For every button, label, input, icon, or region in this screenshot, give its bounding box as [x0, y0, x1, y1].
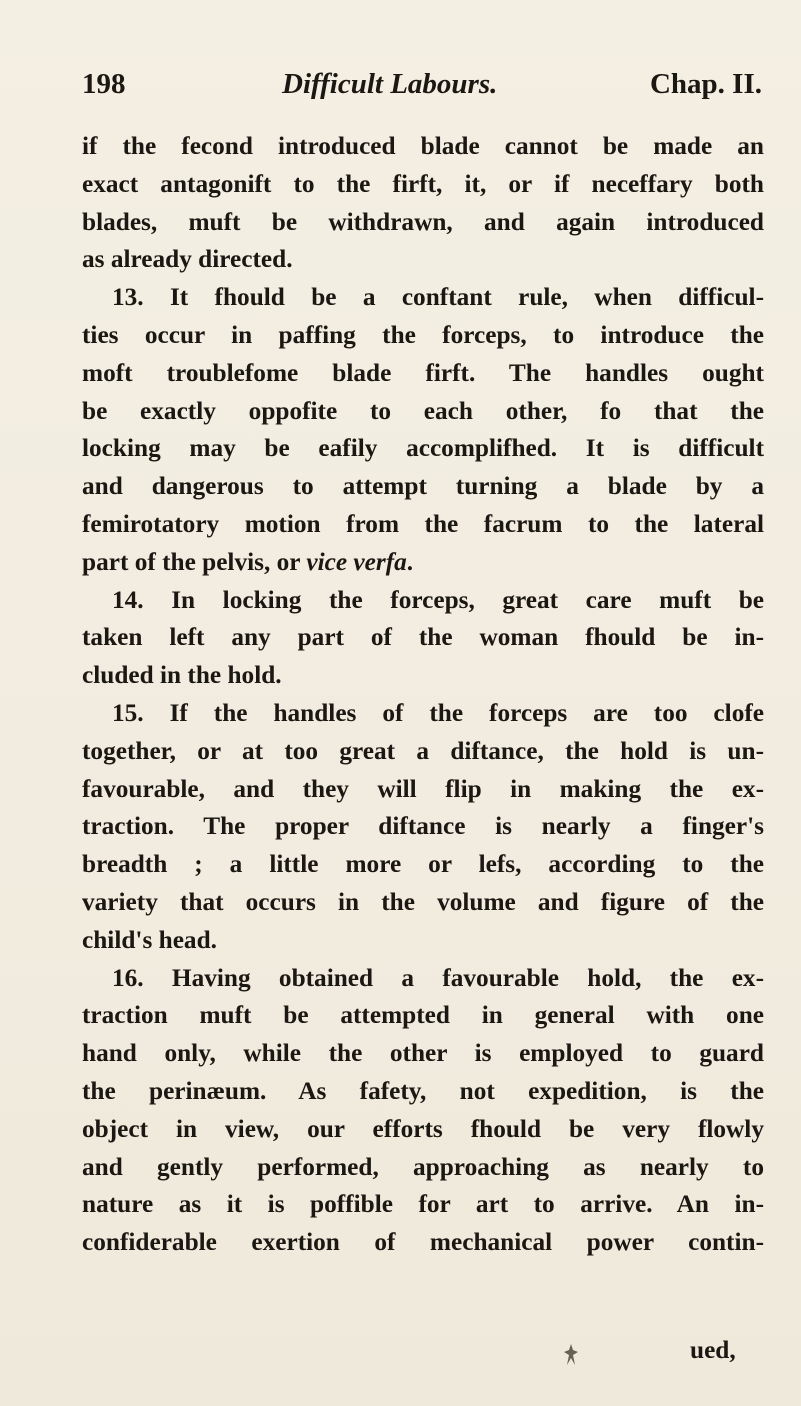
text-line: child's head. [82, 925, 217, 954]
text-line: 13. It fhould be a conftant rule, when difficul- [112, 283, 764, 312]
catchword: ued, [690, 1336, 736, 1364]
running-header [82, 68, 762, 114]
printers-ornament-icon [563, 1343, 579, 1367]
text-line: and dangerous to attempt turning a blade by a [82, 472, 764, 501]
page-number: 198 [82, 68, 126, 100]
text-line: ties occur in paffing the forceps, to introduce the [82, 320, 764, 349]
chapter-label: Chap. II. [649, 68, 762, 100]
text-line: object in view, our efforts fhould be very flowly [82, 1114, 764, 1143]
text-line: exact antagonift to the firft, it, or if neceffary both [82, 169, 764, 198]
text-line: 15. If the handles of the forceps are too clofe [112, 698, 764, 727]
text-line: traction. The proper diftance is nearly a finger's [82, 812, 764, 841]
text-line: femirotatory motion from the facrum to the lateral [82, 509, 764, 538]
text-line: variety that occurs in the volume and figure of the [82, 887, 764, 916]
text-line: blades, muft be withdrawn, and again introduced [82, 207, 764, 236]
text-line: cluded in the hold. [82, 661, 282, 690]
text-line: favourable, and they will flip in making the ex- [82, 774, 764, 803]
text-line: moft troublefome blade firft. The handles ought [82, 358, 764, 387]
body-text [82, 128, 764, 1262]
text-line: and gently performed, approaching as nearly to [82, 1152, 764, 1181]
text-line: together, or at too great a diftance, the hold is un- [82, 736, 764, 765]
text-line: confiderable exertion of mechanical power contin- [82, 1228, 764, 1257]
text-line: 16. Having obtained a favourable hold, the ex- [112, 963, 764, 992]
running-title: Difficult Labours. [282, 68, 498, 100]
text-line: as already directed. [82, 245, 293, 274]
text-line: nature as it is poffible for art to arrive. An in- [82, 1190, 764, 1219]
text-line: be exactly oppofite to each other, fo that the [82, 396, 764, 425]
text-line: taken left any part of the woman fhould be in- [82, 623, 764, 652]
text-line: if the fecond introduced blade cannot be made an [82, 132, 764, 160]
text-line: traction muft be attempted in general with one [82, 1001, 764, 1030]
text-line: breadth ; a little more or lefs, according to the [82, 850, 764, 879]
text-line: hand only, while the other is employed to guard [82, 1039, 764, 1068]
text-line: the perinæum. As fafety, not expedition, is the [82, 1076, 764, 1105]
text-line: 14. In locking the forceps, great care muft be [112, 585, 764, 614]
text-line: part of the pelvis, or vice verfa. [82, 547, 414, 576]
text-line: locking may be eafily accomplifhed. It is difficult [82, 434, 764, 463]
